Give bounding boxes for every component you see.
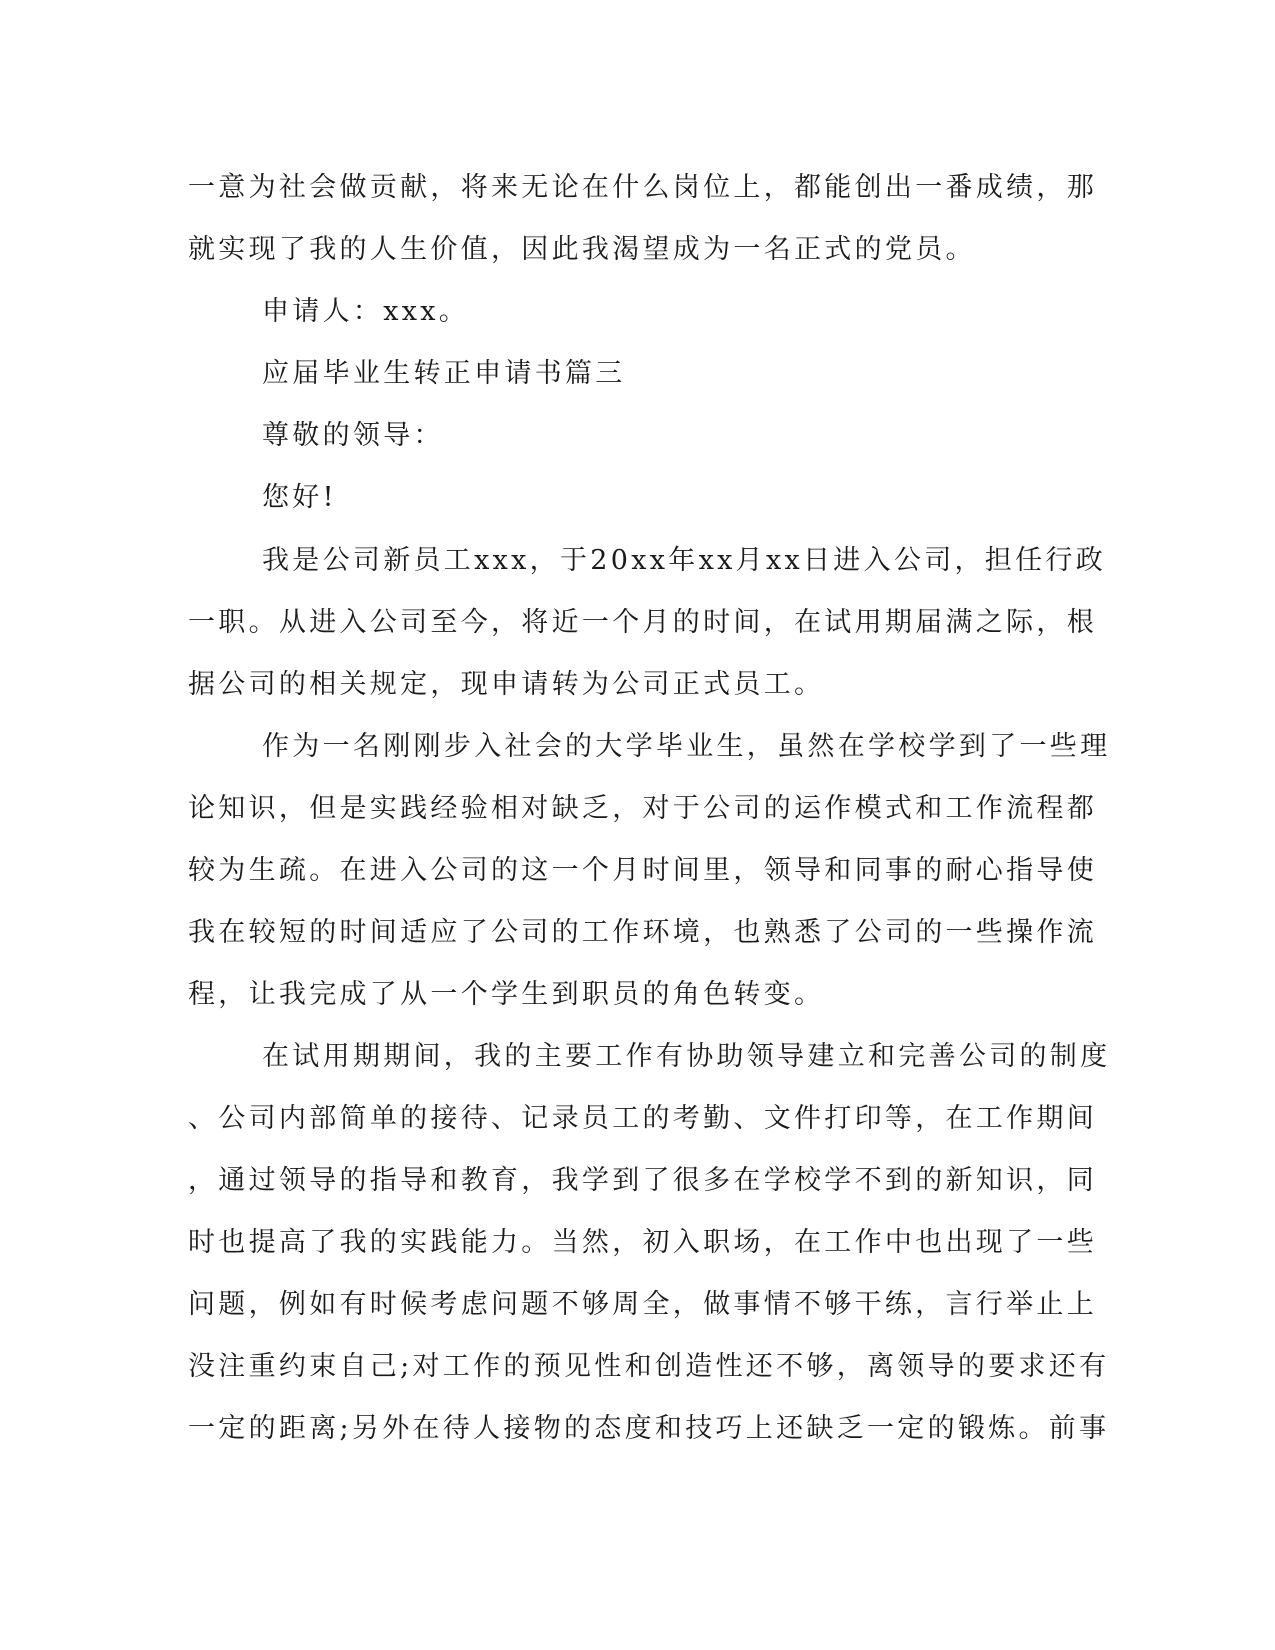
- text-line: 问题，例如有时候考虑问题不够周全，做事情不够干练，言行举止上: [188, 1289, 1097, 1320]
- text-line: 一职。从进入公司至今，将近一个月的时间，在试用期届满之际，根: [188, 607, 1097, 638]
- text-line: ，通过领导的指导和教育，我学到了很多在学校学不到的新知识，同: [188, 1165, 1097, 1196]
- greeting: 您好!: [262, 482, 337, 513]
- text-line: 、公司内部简单的接待、记录员工的考勤、文件打印等，在工作期间: [188, 1103, 1097, 1134]
- text-line: 较为生疏。在进入公司的这一个月时间里，领导和同事的耐心指导使: [188, 855, 1097, 886]
- text-line: 没注重约束自己;对工作的预见性和创造性还不够，离领导的要求还有: [188, 1351, 1110, 1382]
- text-line: 在试用期期间，我的主要工作有协助领导建立和完善公司的制度: [262, 1041, 1111, 1072]
- signature-line: 申请人：xxx。: [262, 296, 470, 327]
- salutation: 尊敬的领导：: [262, 420, 444, 451]
- text-line: 作为一名刚刚步入社会的大学毕业生，虽然在学校学到了一些理: [262, 731, 1111, 762]
- text-line: 一定的距离;另外在待人接物的态度和技巧上还缺乏一定的锻炼。前事: [188, 1413, 1110, 1444]
- text-line: 据公司的相关规定，现申请转为公司正式员工。: [188, 669, 825, 700]
- text-line: 程，让我完成了从一个学生到职员的角色转变。: [188, 979, 825, 1010]
- text-line: 一意为社会做贡献，将来无论在什么岗位上，都能创出一番成绩，那: [188, 172, 1097, 203]
- text-line: 就实现了我的人生价值，因此我渴望成为一名正式的党员。: [188, 234, 976, 265]
- text-line: 论知识，但是实践经验相对缺乏，对于公司的运作模式和工作流程都: [188, 793, 1097, 824]
- text-line: 我在较短的时间适应了公司的工作环境，也熟悉了公司的一些操作流: [188, 917, 1097, 948]
- section-title: 应届毕业生转正申请书篇三: [262, 358, 626, 389]
- text-line: 时也提高了我的实践能力。当然，初入职场，在工作中也出现了一些: [188, 1227, 1097, 1258]
- text-line: 我是公司新员工xxx，于20xx年xx月xx日进入公司，担任行政: [262, 545, 1106, 576]
